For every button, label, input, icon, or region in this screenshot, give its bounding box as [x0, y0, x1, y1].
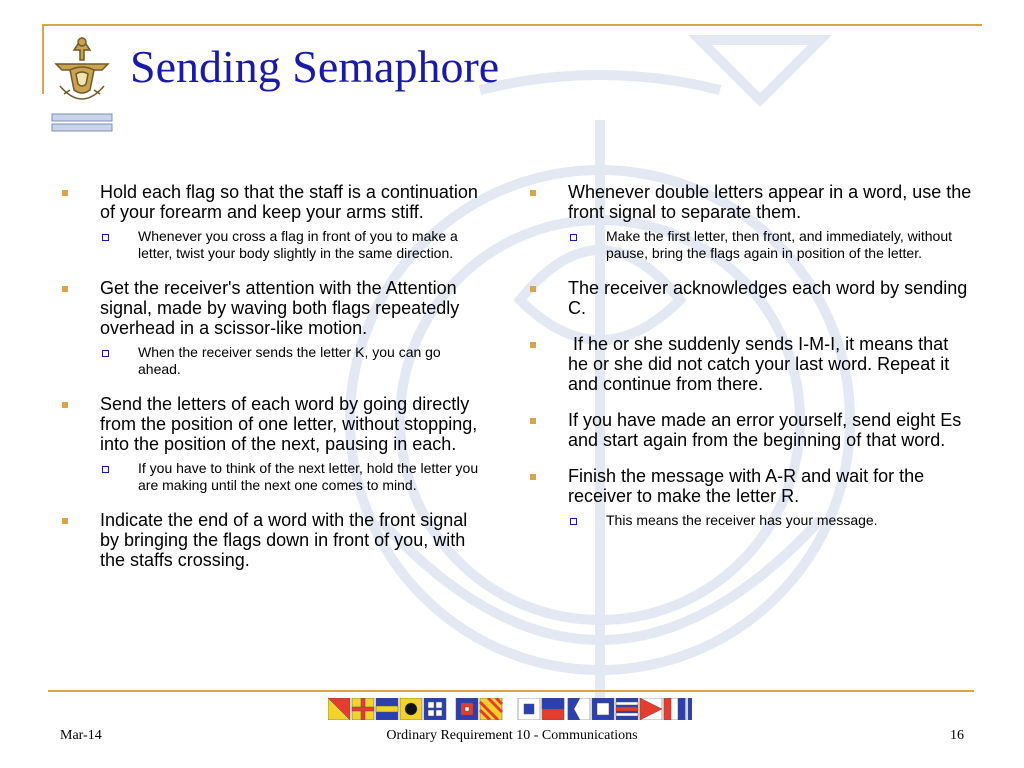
- sub-bullet-item: [100, 228, 480, 262]
- flag-icon: [328, 698, 350, 720]
- slide-title: Sending Semaphore: [130, 41, 500, 92]
- footer-title: Ordinary Requirement 10 - Communications: [386, 728, 638, 743]
- right-bullet-list: [528, 182, 973, 538]
- flag-icon: [352, 698, 374, 720]
- square-bullet-icon: [530, 190, 536, 196]
- flag-icon: [480, 698, 502, 720]
- hollow-square-bullet-icon: [570, 518, 577, 525]
- bullet-item: [60, 278, 480, 378]
- sub-bullet-text: This means the receiver has your message.: [606, 512, 878, 528]
- sub-bullet-text: Whenever you cross a flag in front of you to make a letter, twist your body slightly in the same direction.: [138, 228, 458, 261]
- sub-bullet-text: If you have to think of the next letter, hold the letter you are making until the next one comes to mind.: [138, 460, 479, 493]
- hollow-square-bullet-icon: [102, 350, 109, 357]
- top-rule: [42, 24, 982, 26]
- bullet-item: [528, 410, 973, 450]
- bullet-item: [528, 334, 973, 394]
- hollow-square-bullet-icon: [102, 466, 109, 473]
- sub-bullet-item: [100, 460, 480, 494]
- bullet-item: [528, 278, 973, 318]
- flag-icon: [592, 698, 614, 720]
- square-bullet-icon: [62, 402, 68, 408]
- flag-icon: [664, 698, 686, 720]
- slide-number: 16: [950, 728, 964, 743]
- bullet-text: Get the receiver's attention with the Attention signal, made by waving both flags repeatedly overhead in a scissor-like motion.: [100, 278, 460, 338]
- sub-bullet-text: Make the first letter, then front, and immediately, without pause, bring the flags again in position of the letter.: [606, 228, 953, 261]
- square-bullet-icon: [530, 286, 536, 292]
- square-bullet-icon: [530, 474, 536, 480]
- square-bullet-icon: [530, 418, 536, 424]
- bullet-text: Indicate the end of a word with the front signal by bringing the flags down in front of you, with the staffs crossing.: [100, 510, 468, 570]
- bullet-text: If you have made an error yourself, send eight Es and start again from the beginning of that word.: [568, 410, 962, 450]
- bullet-item: [60, 510, 480, 570]
- bullet-item: [528, 466, 973, 529]
- sub-bullet-text: When the receiver sends the letter K, you can go ahead.: [138, 344, 441, 377]
- flag-icon: [424, 698, 446, 720]
- signal-flags-strip: [328, 698, 692, 720]
- flag-icon: [688, 698, 692, 720]
- square-bullet-icon: [62, 190, 68, 196]
- flag-icon: [542, 698, 564, 720]
- bullet-item: [60, 394, 480, 494]
- footer-date: Mar-14: [60, 728, 102, 743]
- flag-icon: [616, 698, 638, 720]
- square-bullet-icon: [62, 286, 68, 292]
- bottom-rule: [48, 690, 974, 692]
- bullet-item: [528, 182, 973, 262]
- bullet-text: Send the letters of each word by going directly from the position of one letter, without stopping, into the position of the next, pausing in each.: [100, 394, 478, 454]
- left-rule: [42, 24, 44, 94]
- flag-icon: [376, 698, 398, 720]
- square-bullet-icon: [530, 342, 536, 348]
- sub-bullet-item: [100, 344, 480, 378]
- flag-icon: [568, 698, 590, 720]
- sub-bullet-item: [568, 228, 973, 262]
- bullet-item: [60, 182, 480, 262]
- flag-icon: [518, 698, 540, 720]
- left-bullet-list: [60, 182, 480, 579]
- bullet-text: Whenever double letters appear in a word, use the front signal to separate them.: [568, 182, 972, 222]
- bullet-text: Finish the message with A-R and wait for the receiver to make the letter R.: [568, 466, 925, 506]
- bullet-text: Hold each flag so that the staff is a continuation of your forearm and keep your arms stiff.: [100, 182, 478, 222]
- flag-icon: [456, 698, 478, 720]
- sub-bullet-item: [568, 512, 973, 529]
- scout-emblem-logo: [50, 34, 114, 134]
- flag-icon: [640, 698, 662, 720]
- square-bullet-icon: [62, 518, 68, 524]
- bullet-text: The receiver acknowledges each word by sending C.: [568, 278, 968, 318]
- bullet-text: If he or she suddenly sends I-M-I, it means that he or she did not catch your last word. Repeat it and continue from there.: [568, 334, 955, 394]
- hollow-square-bullet-icon: [102, 234, 109, 241]
- flag-icon: [400, 698, 422, 720]
- hollow-square-bullet-icon: [570, 234, 577, 241]
